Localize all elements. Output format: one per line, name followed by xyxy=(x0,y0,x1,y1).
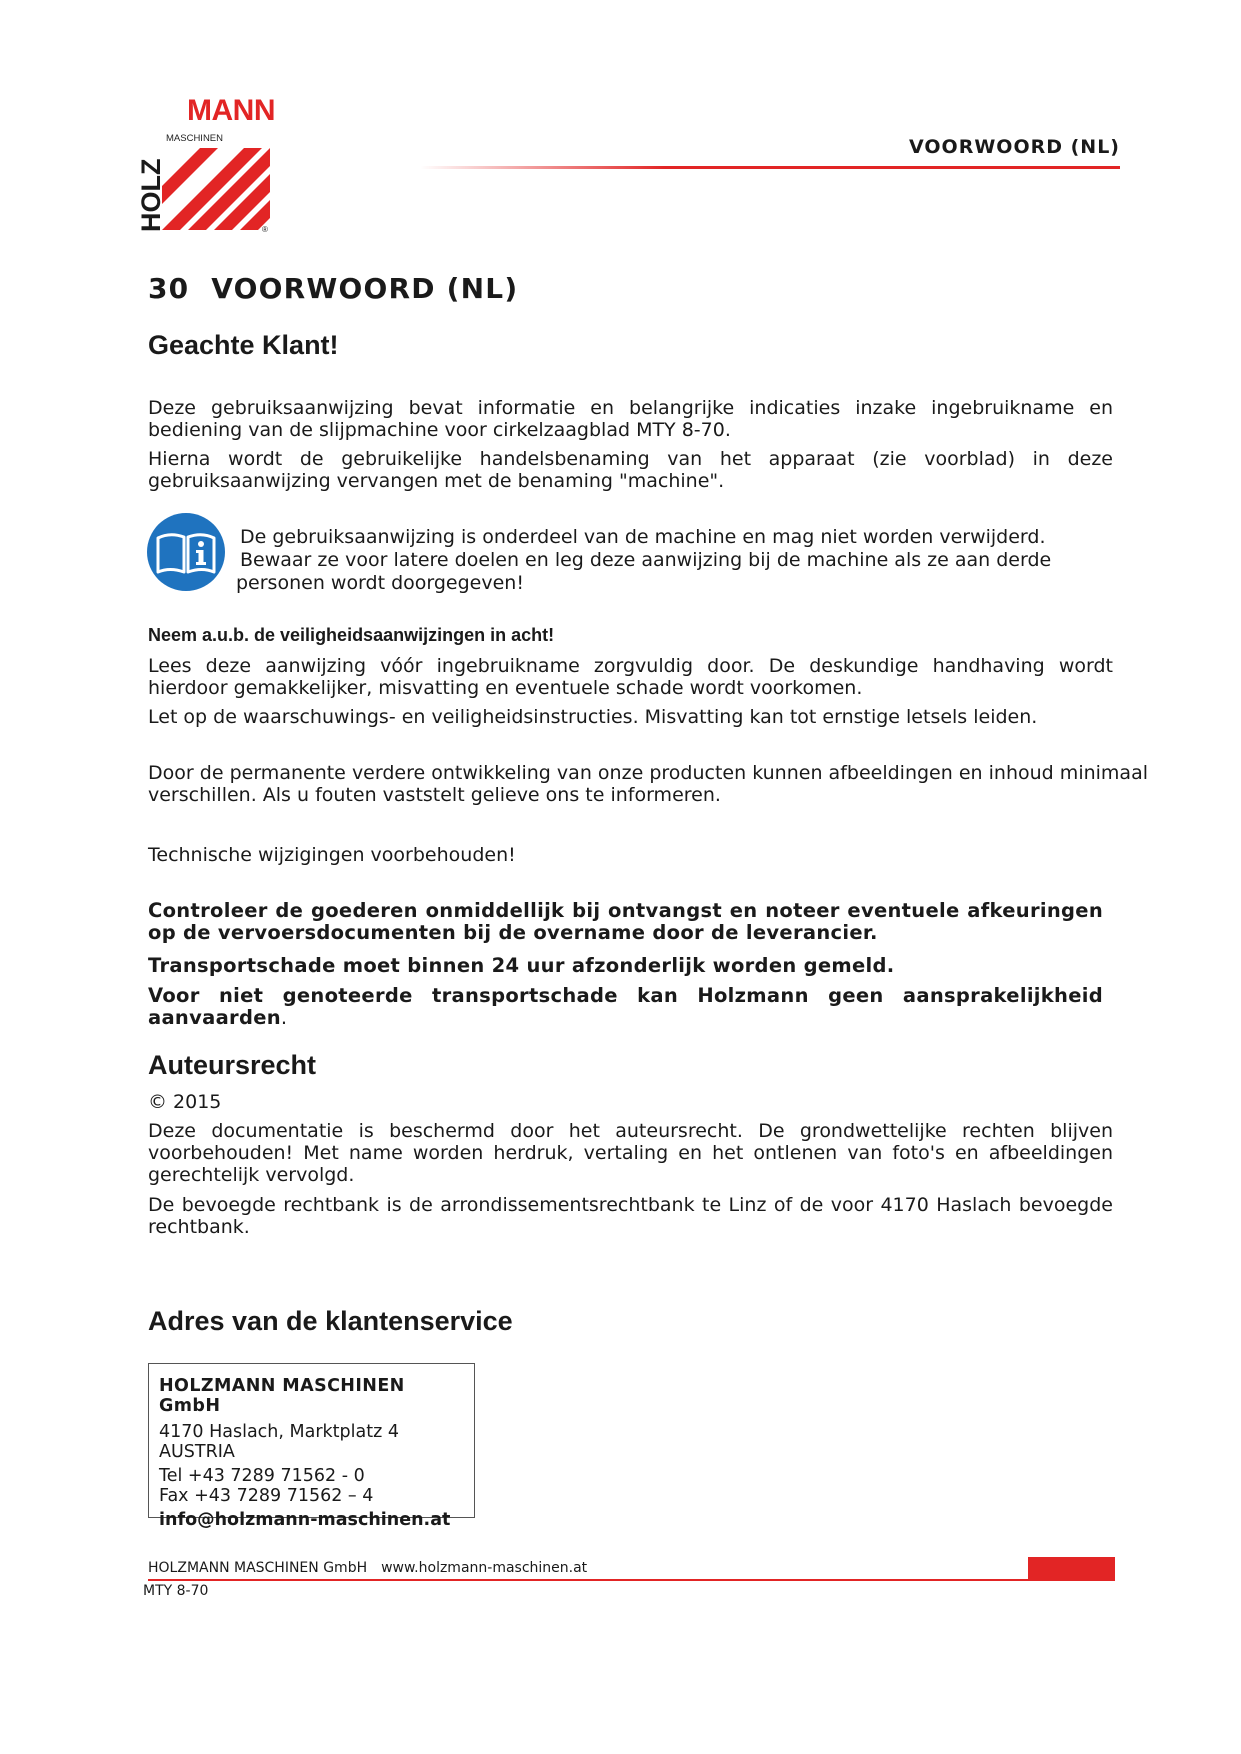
intro-paragraph-2: Hierna wordt de gebruikelijke handelsbenaming van het apparaat (zie voorblad) in deze gebruiksaanwijzing vervangen met de benaming "machine". xyxy=(148,448,1113,492)
info-note-line-1: De gebruiksaanwijzing is onderdeel van de machine en mag niet worden verwijderd. xyxy=(240,526,1046,548)
service-address-box xyxy=(148,1363,475,1530)
holzmann-logo xyxy=(136,94,275,234)
service-email-link[interactable]: info@holzmann-maschinen.at xyxy=(159,1510,451,1530)
intro-paragraph-1: Deze gebruiksaanwijzing bevat informatie en belangrijke indicaties inzake ingebruikname en bediening van de slijpmachine voor cirkelzaagblad MTY 8-70. xyxy=(148,397,1113,441)
delivery-paragraph-1: Controleer de goederen onmiddellijk bij ontvangst en noteer eventuele afkeuringen op de vervoersdocumenten bij de overname door de leverancier. xyxy=(148,899,1103,944)
greeting-heading: Geachte Klant! xyxy=(148,330,339,360)
safety-paragraph-2: Let op de waarschuwings- en veiligheidsinstructies. Misvatting kan tot ernstige letsels leiden. xyxy=(148,706,1038,728)
footer-divider xyxy=(148,1579,1028,1581)
header-title: VOORWOORD (NL) xyxy=(909,136,1120,158)
manual-info-icon xyxy=(146,512,226,592)
logo-registered-mark: ® xyxy=(262,225,268,234)
delivery-paragraph-3-text: Voor niet genoteerde transportschade kan Holzmann geen aansprakelijkheid aanvaarden xyxy=(148,984,1103,1029)
info-note-line-3: personen wordt doorgegeven! xyxy=(236,572,524,594)
section-title: 30 VOORWOORD (NL) xyxy=(148,272,519,305)
logo-mann-text: MANN xyxy=(187,94,275,127)
copyright-paragraph-1: Deze documentatie is beschermd door het auteursrecht. De grondwettelijke rechten blijven voorbehouden! Met name worden herdruk, vertaling en het ontlenen van foto's en afbeeldingen gerechtelijk vervolgd. xyxy=(148,1120,1113,1186)
copyright-year: © 2015 xyxy=(148,1091,222,1113)
footer-website-link[interactable]: www.holzmann-maschinen.at xyxy=(381,1560,588,1576)
header-divider xyxy=(420,166,1120,169)
logo-maschinen-text: MASCHINEN xyxy=(166,133,224,144)
service-phone: Tel +43 7289 71562 - 0 xyxy=(159,1466,365,1486)
safety-heading: Neem a.u.b. de veiligheidsaanwijzingen in acht! xyxy=(148,625,555,645)
development-paragraph: Door de permanente verdere ontwikkeling van onze producten kunnen afbeeldingen en inhoud minimaal verschillen. Als u fouten vaststelt gelieve ons te informeren. xyxy=(148,762,1148,806)
footer xyxy=(148,1560,601,1576)
footer-model: MTY 8-70 xyxy=(143,1583,209,1599)
footer-company: HOLZMANN MASCHINEN GmbH xyxy=(148,1560,368,1576)
service-heading: Adres van de klantenservice xyxy=(148,1306,513,1336)
service-fax: Fax +43 7289 71562 – 4 xyxy=(159,1486,374,1506)
safety-paragraph-1: Lees deze aanwijzing vóór ingebruikname zorgvuldig door. De deskundige handhaving wordt hierdoor gemakkelijker, misvatting en eventuele schade wordt voorkomen. xyxy=(148,655,1113,699)
info-note-line-2: Bewaar ze voor latere doelen en leg deze aanwijzing bij de machine als ze aan derde xyxy=(240,549,1052,571)
delivery-paragraph-3-period: . xyxy=(280,1006,288,1029)
copyright-heading: Auteursrecht xyxy=(148,1050,317,1080)
service-address-line-1: 4170 Haslach, Marktplatz 4 xyxy=(159,1422,399,1442)
copyright-paragraph-2: De bevoegde rechtbank is de arrondissementsrechtbank te Linz of de voor 4170 Haslach bevoegde rechtbank. xyxy=(148,1194,1113,1238)
footer-red-block xyxy=(1028,1557,1115,1581)
delivery-paragraph-2: Transportschade moet binnen 24 uur afzonderlijk worden gemeld. xyxy=(148,954,895,977)
service-address-line-2: AUSTRIA xyxy=(159,1442,235,1462)
logo-holz-text: HOLZ xyxy=(136,158,166,232)
technical-changes: Technische wijzigingen voorbehouden! xyxy=(148,844,516,866)
info-note xyxy=(236,526,1145,595)
delivery-paragraph-3 xyxy=(148,985,1103,1029)
service-company: HOLZMANN MASCHINEN GmbH xyxy=(159,1376,405,1416)
